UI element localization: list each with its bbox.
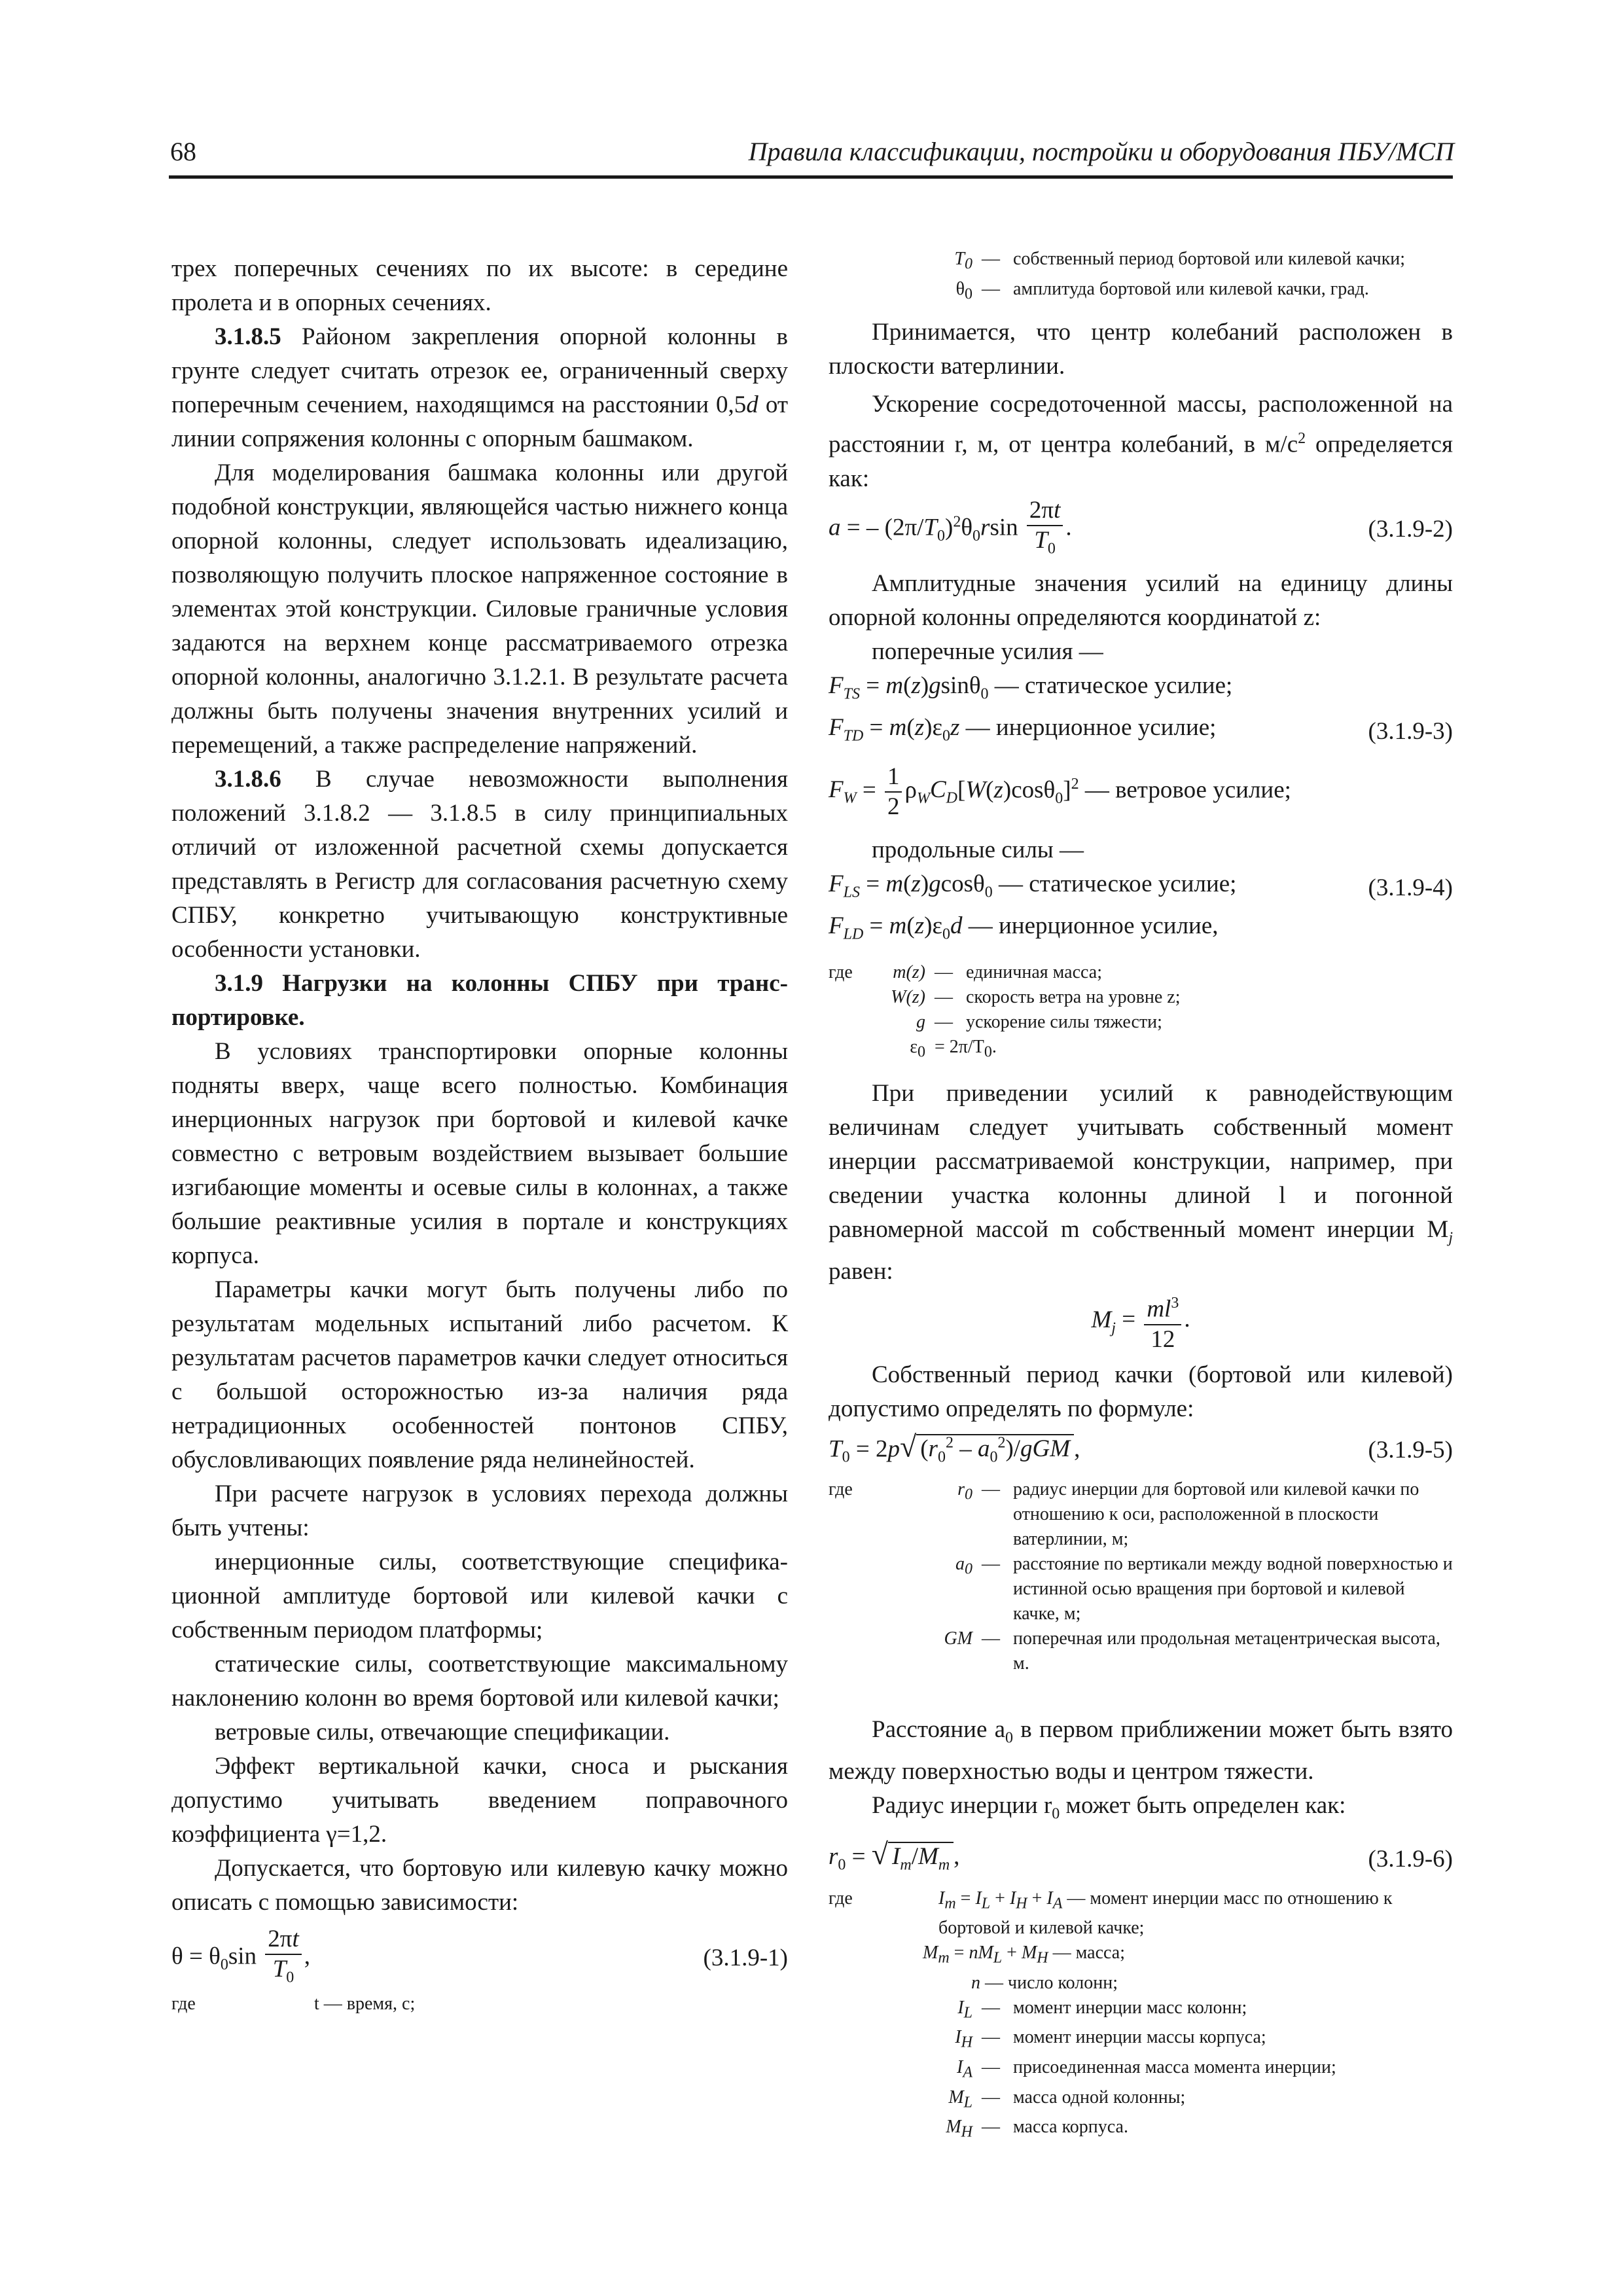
equation-number: (3.1.9-6) (1368, 1846, 1453, 1873)
paragraph: При расчете нагрузок в условиях перехода должны быть учтены: (171, 1480, 788, 1541)
paragraph: Расстояние $a_0$ в первом приближении может быть взято между поверхностью воды и центром тяжести. (829, 1715, 1453, 1785)
equation-number: (3.1.9-3) (1368, 718, 1453, 745)
equation-3-1-9-5: $T_0 = 2p√$ $(r_0^2 - a_0^2)/gGM$ , (3.1.9-5) (829, 1426, 1453, 1475)
equation-number: (3.1.9-1) (703, 1945, 788, 1972)
page-number: 68 (170, 137, 196, 166)
paragraph: Допускается, что бортовую или килевую качку можно описать с помощью зависимости: (171, 1855, 788, 1916)
equation-Mj: $M_j$ = $\frac{ml^3}{12}$ . (829, 1289, 1453, 1354)
symbol-T0: $T_0$ (954, 249, 972, 273)
equation-3-1-9-3-c: $F_W$ = $\frac{1}{2}$ $\rho_WC_D[W(z)\cos\theta_0]^2$ — ветровое усилие; (829, 762, 1291, 820)
list-item: ветровые силы, отвечающие спецификации. (215, 1719, 670, 1746)
paragraph: трех поперечных сечениях по их высоте: в середине пролета и в опорных сечениях. (171, 255, 788, 316)
paragraph: Собственный период качки (бортовой или килевой) допустимо определять по формуле: (829, 1361, 1453, 1422)
running-title: Правила классификации, постройки и оборудования ПБУ/МСП (748, 137, 1454, 166)
equation-number: (3.1.9-5) (1368, 1436, 1453, 1463)
paragraph: Эффект вертикальной качки, сноса и рыскания допустимо учитывать введением поправочного коэффициента γ=1,2. (171, 1753, 788, 1848)
paragraph: Принимается, что центр колебаний расположен в плоскости ватерлинии. (829, 319, 1453, 380)
section-heading-3-1-9: 3.1.9 Нагрузки на колонны СПБУ при транспортировке. (171, 970, 788, 1031)
section-number: 3.1.8.5 (215, 323, 281, 350)
definitions: где t — время, с; (171, 1992, 788, 2017)
paragraph: Ускорение сосредоточенной массы, расположенной на расстоянии r, м, от центра колебаний, в $м/с^2$ определяется как: (829, 391, 1453, 492)
list-item: статические силы, соответствующие максимальному наклонению колонн во время бортовой или килевой качки; (171, 1651, 788, 1712)
right-column (829, 249, 1453, 2145)
equation-body: $\theta = \theta_0\sin$ $\frac{2\pi t}{T_0}$ , (171, 1926, 310, 1986)
section-3-1-8-6: 3.1.8.6 В случае невозможности выполнения положений 3.1.8.2 — 3.1.8.5 в силу принципиальных отличий от изложенной расчетной схемы допускается представлять в Регистр для согласования расчетную схему СПБУ, конкретно учитывающую конструктивные особенности установки. (171, 766, 788, 963)
definitions: $T_0$ — собственный период бортовой или килевой качки; $\theta_0$ — амплитуда бортовой или килевой качки, град. (829, 247, 1453, 306)
section-number: 3.1.8.6 (215, 766, 281, 793)
equation-3-1-9-2: a = – $(2\pi/T_0)^2\theta_0rsin$ $\frac{2\pi t}{T_0}$ . (3.1.9-2) (829, 496, 1453, 557)
paragraph: Параметры качки могут быть получены либо по результатам модельных испытаний либо расчетом. К результатам расчетов параметров качки следует относиться с большой осторожностью из-за наличия ряда нетрадиционных особенностей понтонов СПБУ, обусловливающих появление ряда нелинейностей. (171, 1276, 788, 1473)
equation-3-1-9-6: $r_0$ = √ $I_m/M_m$ , (3.1.9-6) (829, 1837, 1453, 1882)
paragraph: Радиус инерции $r_0$ может быть определен как: (872, 1791, 1346, 1823)
equation-3-1-9-4-b: $F_{LD} = m(z)\varepsilon_0d$ — инерционное усилие, (829, 912, 1219, 943)
equation-number: (3.1.9-4) (1368, 874, 1453, 901)
equation-3-1-9-1 (171, 1925, 788, 1992)
equation-3-1-9-4-a: $F_{LS} = m(z)gcos\theta_0$ — статическое усилие; (3.1.9-4) (829, 867, 1453, 909)
paragraph: продольные силы — (872, 836, 1084, 863)
left-column (171, 252, 788, 2017)
definitions: где $r_0$ — радиус инерции для бортовой или килевой качки по отношению к оси, расположенной в плоскости ватерлинии, м; $a_0$ — расстояние по вертикали между водной поверхностью и истинной осью вращения при бортовой и килевой качке, м; GM — поперечная или продольная метацентрическая высота, м. (829, 1479, 1453, 1674)
definition-t: t — время, с; (314, 1994, 416, 2015)
section-3-1-8-5: 3.1.8.5 Районом закрепления опорной колонны в грунте следует считать отрезок ее, ограниченный сверху поперечным сечением, находящимся на расстоянии 0,5d от линии сопряжения колонны с опорным башмаком. (171, 323, 788, 452)
paragraph: поперечные усилия — (872, 637, 1103, 665)
paragraph: В условиях транспортировки опорные колонны подняты вверх, чаще всего полностью. Комбинация инерционных нагрузок при бортовой и килевой качке совместно с ветровым воздействием вызывает большие изгибающие моменты и осевые силы в колоннах, а также большие реактивные усилия в портале и конструкциях корпуса. (171, 1038, 788, 1269)
symbol-theta0: $\theta_0$ (955, 278, 972, 303)
list-item: инерционные силы, соответствующие спецификационной амплитуде бортовой или килевой качки с собственным периодом платформы; (171, 1549, 788, 1643)
paragraph: Для моделирования башмака колонны или другой подобной конструкции, являющейся частью нижнего конца опорной колонны, следует использовать идеализацию, позволяющую получить плоское напряженное состояние в элементах этой конструкции. Силовые граничные условия задаются на верхнем конце рассматриваемого отрезка опорной колонны, аналогично 3.1.2.1. В результате расчета должны быть получены значения внутренних усилий и перемещений, а также распределение напряжений. (171, 459, 788, 759)
definitions: где m(z) — единичная масса; W(z) — скорость ветра на уровне z; g — ускорение силы тяжести; $\varepsilon_0$ = $2\pi/T_0$. (829, 962, 1181, 1062)
equation-3-1-9-3-b: $F_{TD} = m(z)\varepsilon_0z$ — инерционное усилие; (3.1.9-3) (829, 711, 1453, 753)
paragraph: При приведении усилий к равнодействующим величинам следует учитывать собственный момент инерции рассматриваемой конструкции, например, при сведении участка колонны длиной l и погонной равномерной массой m собственный момент инерции $M_j$ равен: (829, 1080, 1453, 1285)
header-rule (169, 175, 1453, 179)
equation-number: (3.1.9-2) (1368, 515, 1453, 543)
definitions: где $I_m = I_L + I_H + I_A$ — момент инерции масс по отношению к бортовой и килевой качке; $M_m = nM_L + M_H$ — масса; n — число колонн; $I_L$ — момент инерции масс колонн; $I_H$ — момент инерции массы корпуса; $I_A$ — присоединенная масса момента инерции; $M_L$ — масса одной колонны; $M_H$ — масса корпуса. (829, 1888, 1393, 2141)
equation-3-1-9-3-a: $F_{TS} = m(z)gsin\theta_0$ — статическое усилие; (829, 672, 1233, 703)
paragraph: Амплитудные значения усилий на единицу длины опорной колонны определяются координатой z: (829, 569, 1453, 631)
